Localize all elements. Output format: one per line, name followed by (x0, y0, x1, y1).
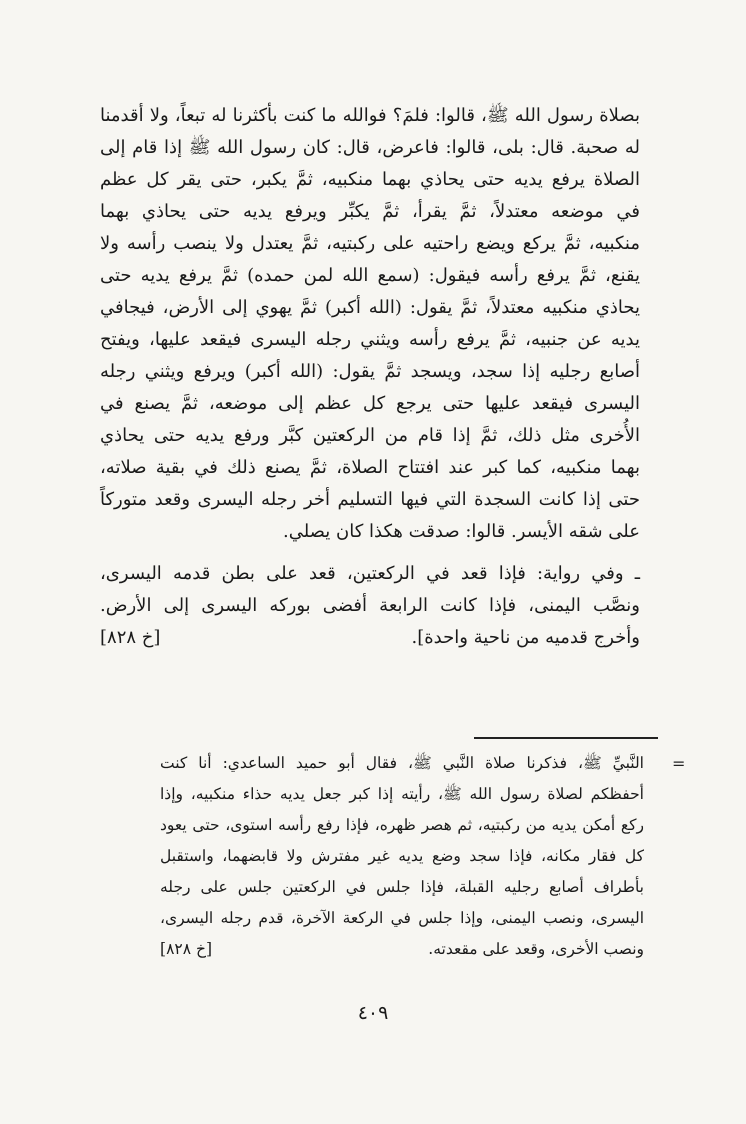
text-line: الأُخرى مثل ذلك، ثمَّ إذا قام من الركعتين كبَّر ورفع يديه حتى يحاذي (100, 425, 640, 446)
text-line-with-reference (100, 622, 640, 654)
text-line: يقنع، ثمَّ يرفع رأسه فيقول: (سمع الله لمن حمده) ثمَّ يرفع يديه حتى (100, 265, 640, 286)
paragraph-2 (100, 558, 640, 654)
footnote-line: اليسرى، ونصب اليمنى، وإذا جلس في الركعة الآخرة، قدم رجله اليسرى، (160, 909, 644, 927)
page-number: ٤٠٩ (357, 1002, 389, 1024)
text-line: له صحبة. قال: بلى، قالوا: فاعرض، قال: كان رسول الله ﷺ إذا قام إلى (100, 137, 640, 158)
text-line: وأخرج قدميه من ناحية واحدة]. (411, 627, 640, 648)
text-line: بصلاة رسول الله ﷺ، قالوا: فلمَ؟ فوالله ما كنت بأكثرنا له تبعاً، ولا أقدمنا (100, 105, 640, 126)
footnote-line: ونصب الأخرى، وقعد على مقعدته. (428, 940, 644, 958)
footnote-line: بأطراف أصابع رجليه القبلة، فإذا جلس في الركعتين جلس على رجله (160, 878, 644, 896)
text-line: اليسرى فيقعد عليها حتى يرجع كل عظم إلى موضعه، ثمَّ يصنع في (100, 393, 640, 414)
text-line: بهما منكبيه، كما كبر عند افتتاح الصلاة، ثمَّ يصنع ذلك في بقية صلاته، (100, 457, 640, 478)
text-line: أصابع رجليه إذا سجد، ويسجد ثمَّ يقول: (الله أكبر) ويرفع ويثني رجله (100, 361, 640, 382)
footnote-divider (474, 737, 658, 739)
text-line: يحاذي منكبيه معتدلاً، ثمَّ يقول: (الله أكبر) ثمَّ يهوي إلى الأرض، فيجافي (100, 297, 640, 318)
hadith-reference: [خ ٨٢٨] (100, 627, 161, 648)
text-line: في موضعه معتدلاً، ثمَّ يقرأ، ثمَّ يكبِّر ويرفع يديه حتى يحاذي بهما (100, 201, 640, 222)
text-line: على شقه الأيسر. قالوا: صدقت هكذا كان يصلي. (283, 521, 640, 542)
text-line: الصلاة يرفع يديه حتى يحاذي بهما منكبيه، ثمَّ يكبر، حتى يقر كل عظم (100, 169, 640, 190)
text-line: منكبيه، ثمَّ يركع ويضع راحتيه على ركبتيه، ثمَّ يعتدل ولا ينصب رأسه ولا (100, 233, 640, 254)
main-text (100, 100, 640, 654)
footnote-line: النَّبيِّ ﷺ، فذكرنا صلاة النَّبي ﷺ، فقال أبو حميد الساعدي: أنا كنت (160, 754, 644, 772)
footnote-reference: [خ ٨٢٨] (160, 940, 213, 958)
paragraph-1 (100, 100, 640, 548)
text-line: ـ وفي رواية: فإذا قعد في الركعتين، قعد على بطن قدمه اليسرى، (100, 563, 640, 584)
footnote-continuation-mark: = (672, 754, 686, 773)
text-line: يديه عن جنبيه، ثمَّ يرفع رأسه ويثني رجله اليسرى فيقعد عليها، ويفتح (100, 329, 640, 350)
footnote-line: ركع أمكن يديه من ركبتيه، ثم هصر ظهره، فإذا رفع رأسه استوى، حتى يعود (160, 816, 644, 834)
text-line: ونصَّب اليمنى، فإذا كانت الرابعة أفضى بوركه اليسرى إلى الأرض. (100, 595, 640, 616)
footnote-line: أحفظكم لصلاة رسول الله ﷺ، رأيته إذا كبر جعل يديه حذاء منكبيه، وإذا (160, 785, 644, 803)
footnote-line: كل فقار مكانه، فإذا سجد وضع يديه غير مفترش ولا قابضهما، واستقبل (160, 847, 644, 865)
text-line: حتى إذا كانت السجدة التي فيها التسليم أخر رجله اليسرى وقعد متوركاً (100, 489, 640, 510)
footnote-line-with-reference (160, 934, 644, 965)
footnote (160, 748, 644, 965)
